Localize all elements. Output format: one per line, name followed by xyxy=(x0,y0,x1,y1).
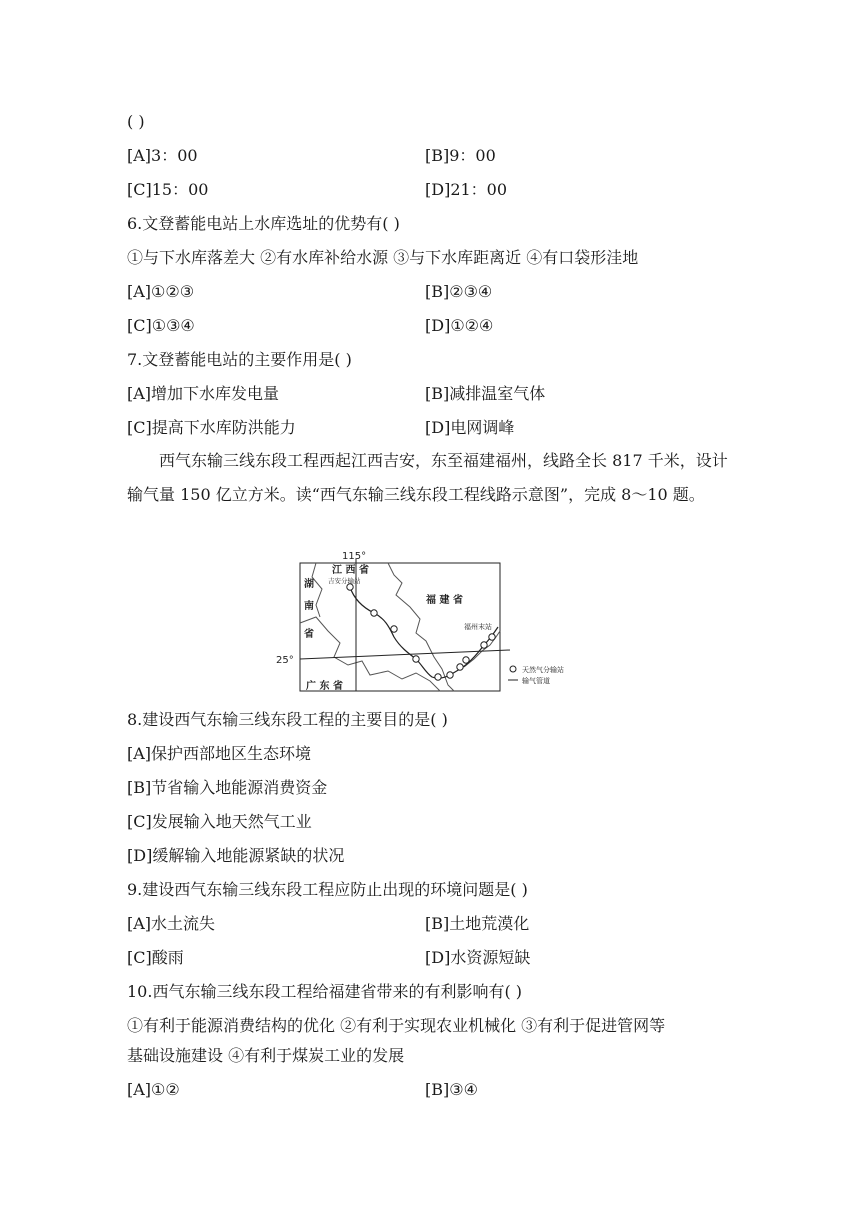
legend-station-icon xyxy=(510,666,516,672)
station xyxy=(463,657,469,663)
option-q7-b: [B]减排温室气体 xyxy=(425,384,546,403)
label-guangdong: 广 东 省 xyxy=(306,681,343,692)
label-start-station: 吉安分输站 xyxy=(328,577,361,585)
label-hunan-3: 省 xyxy=(304,629,314,640)
option-q6-b: [B]②③④ xyxy=(425,282,493,301)
pipeline-map xyxy=(270,547,600,697)
option-q8-c: [C]发展输入地天然气工业 xyxy=(127,812,312,831)
label-jiangxi: 江 西 省 xyxy=(332,565,369,576)
option-q8-a: [A]保护西部地区生态环境 xyxy=(127,744,312,763)
option-q8-d: [D]缓解输入地能源紧缺的状况 xyxy=(127,846,345,865)
label-hunan-2: 南 xyxy=(304,601,314,612)
station xyxy=(413,656,419,662)
option-q10-b: [B]③④ xyxy=(425,1080,478,1099)
question-10-items-1: ①有利于能源消费结构的优化 ②有利于实现农业机械化 ③有利于促进管网等 xyxy=(127,1016,666,1035)
station xyxy=(391,626,397,632)
option-q9-b: [B]土地荒漠化 xyxy=(425,914,530,933)
pipeline xyxy=(350,587,498,678)
option-q7-d: [D]电网调峰 xyxy=(425,418,515,437)
boundary-fujian xyxy=(388,563,454,691)
option-q6-d: [D]①②④ xyxy=(425,316,494,335)
question-7: 7.文登蓄能电站的主要作用是( ) xyxy=(127,350,352,369)
intro-paragraph: 西气东输三线东段工程西起江西吉安，东至福建福州，线路全长 817 千米，设计输气量 150 亿立方米。读“西气东输三线东段工程线路示意图”，完成 8～10 题。 xyxy=(127,451,728,504)
option-q6-c: [C]①③④ xyxy=(127,316,195,335)
question-6: 6.文登蓄能电站上水库选址的优势有( ) xyxy=(127,214,400,233)
option-q9-d: [D]水资源短缺 xyxy=(425,948,531,967)
answer-blank: ( ) xyxy=(127,112,145,131)
option-q5-c: [C]15：00 xyxy=(127,180,209,199)
station xyxy=(457,664,463,670)
option-q7-a: [A]增加下水库发电量 xyxy=(127,384,280,403)
station xyxy=(371,610,377,616)
label-fujian: 福 建 省 xyxy=(426,595,463,606)
option-q5-a: [A]3：00 xyxy=(127,146,198,165)
option-q9-a: [A]水土流失 xyxy=(127,914,216,933)
option-q5-d: [D]21：00 xyxy=(425,180,508,199)
legend-station-label: 天然气分输站 xyxy=(522,666,564,674)
label-hunan-1: 湖 xyxy=(304,579,314,590)
option-q9-c: [C]酸雨 xyxy=(127,948,184,967)
station xyxy=(481,642,487,648)
label-end-station: 福州末站 xyxy=(464,623,492,631)
latitude-label: 25° xyxy=(276,655,294,666)
question-8: 8.建设西气东输三线东段工程的主要目的是( ) xyxy=(127,710,448,729)
question-6-items: ①与下水库落差大 ②有水库补给水源 ③与下水库距离近 ④有口袋形洼地 xyxy=(127,248,639,267)
option-q6-a: [A]①②③ xyxy=(127,282,195,301)
option-q5-b: [B]9：00 xyxy=(425,146,496,165)
station-end xyxy=(489,634,495,640)
longitude-label: 115° xyxy=(342,551,367,562)
question-10-items-2: 基础设施建设 ④有利于煤炭工业的发展 xyxy=(127,1046,405,1065)
question-9: 9.建设西气东输三线东段工程应防止出现的环境问题是( ) xyxy=(127,880,528,899)
option-q8-b: [B]节省输入地能源消费资金 xyxy=(127,778,328,797)
question-10: 10.西气东输三线东段工程给福建省带来的有利影响有( ) xyxy=(127,982,523,1001)
legend-pipe-label: 输气管道 xyxy=(522,677,550,685)
option-q10-a: [A]①② xyxy=(127,1080,180,1099)
station xyxy=(435,674,441,680)
station xyxy=(447,672,453,678)
option-q7-c: [C]提高下水库防洪能力 xyxy=(127,418,296,437)
